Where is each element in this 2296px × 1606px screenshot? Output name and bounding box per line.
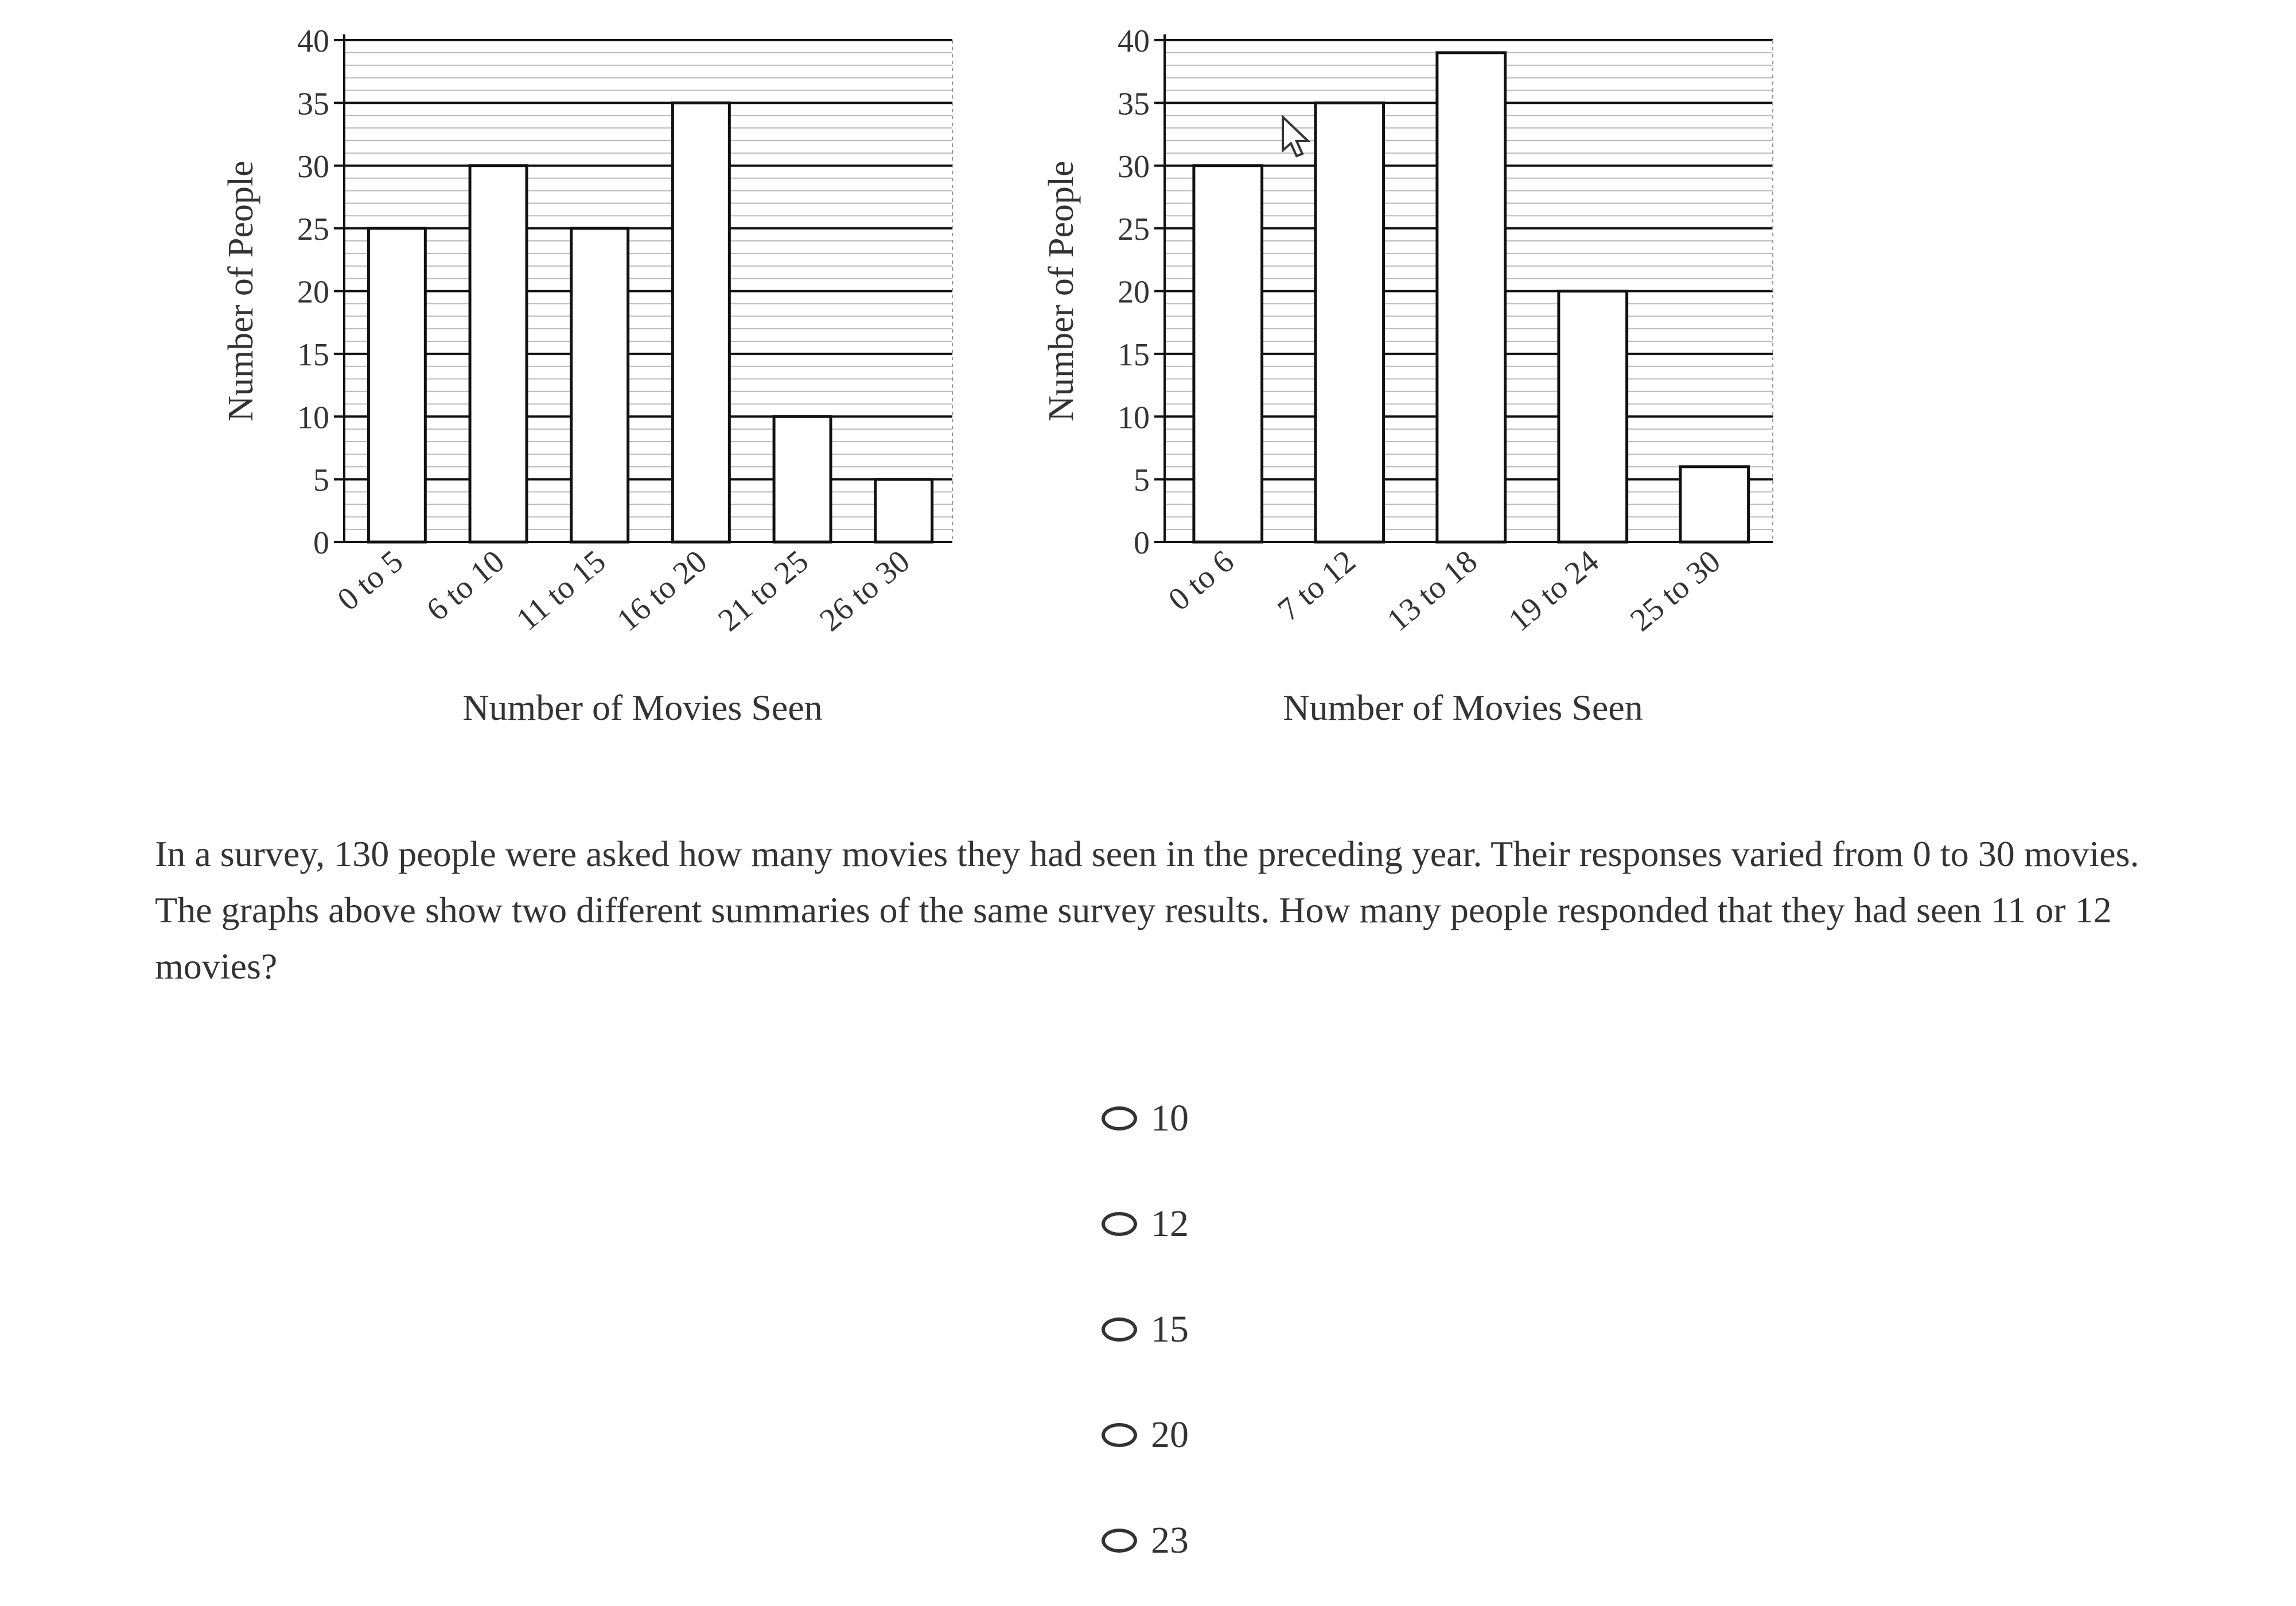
x-tick-label: 16 to 20 xyxy=(610,543,714,638)
radio-icon[interactable] xyxy=(1102,1423,1137,1447)
bar-16-to-20 xyxy=(672,103,729,542)
bar-6-to-10 xyxy=(470,166,527,542)
y-tick-label: 5 xyxy=(313,462,329,498)
x-tick-label: 0 to 5 xyxy=(330,543,410,618)
bar-0-to-6 xyxy=(1194,166,1262,542)
bar-0-to-5 xyxy=(368,228,425,542)
y-tick-label: 15 xyxy=(1118,337,1150,373)
x-tick-label: 6 to 10 xyxy=(419,543,511,628)
y-tick-label: 25 xyxy=(1118,212,1150,248)
x-tick-label: 19 to 24 xyxy=(1502,543,1606,638)
x-tick-label: 25 to 30 xyxy=(1624,543,1727,638)
answer-options xyxy=(1102,1078,1189,1606)
chart-left xyxy=(207,0,975,769)
x-axis-title: Number of Movies Seen xyxy=(1283,687,1643,728)
x-axis-title: Number of Movies Seen xyxy=(462,687,823,728)
option-label: 15 xyxy=(1151,1308,1189,1350)
option-10[interactable] xyxy=(1102,1078,1189,1159)
radio-icon[interactable] xyxy=(1102,1212,1137,1236)
x-tick-label: 13 to 18 xyxy=(1380,543,1484,638)
bar-7-to-12 xyxy=(1316,103,1384,542)
bar-19-to-24 xyxy=(1559,291,1627,543)
bar-26-to-30 xyxy=(875,480,932,542)
option-label: 23 xyxy=(1151,1519,1189,1561)
y-tick-label: 40 xyxy=(297,24,329,59)
x-tick-label: 0 to 6 xyxy=(1162,543,1241,618)
y-tick-label: 15 xyxy=(297,337,329,373)
radio-icon[interactable] xyxy=(1102,1529,1137,1553)
y-tick-label: 35 xyxy=(297,86,329,122)
option-label: 10 xyxy=(1151,1097,1189,1139)
y-tick-label: 5 xyxy=(1134,462,1150,498)
y-axis-title: Number of People xyxy=(221,161,260,422)
bar-11-to-15 xyxy=(571,228,628,542)
chart-right xyxy=(1027,0,1796,769)
x-tick-label: 26 to 30 xyxy=(813,543,917,638)
y-tick-label: 30 xyxy=(297,149,329,185)
y-tick-label: 0 xyxy=(1134,525,1150,561)
option-23[interactable] xyxy=(1102,1500,1189,1581)
x-tick-label: 7 to 12 xyxy=(1271,543,1363,628)
y-tick-label: 20 xyxy=(1118,274,1150,310)
y-tick-label: 10 xyxy=(1118,400,1150,436)
option-12[interactable] xyxy=(1102,1184,1189,1264)
y-tick-label: 20 xyxy=(297,274,329,310)
bar-13-to-18 xyxy=(1437,53,1505,542)
x-tick-label: 21 to 25 xyxy=(711,543,815,638)
y-tick-label: 25 xyxy=(297,212,329,248)
question-text: In a survey, 130 people were asked how many movies they had seen in the preceding year. Their responses varied from 0 to 30 movies. The graphs above show two different summaries of the same survey results. How many people responded that they had seen 11 or 12 movies? xyxy=(155,833,2139,987)
x-tick-label: 11 to 15 xyxy=(509,543,613,638)
option-label: 12 xyxy=(1151,1203,1189,1245)
y-tick-label: 40 xyxy=(1118,24,1150,59)
y-tick-label: 10 xyxy=(297,400,329,436)
mouse-cursor-icon xyxy=(1281,115,1315,161)
y-tick-label: 35 xyxy=(1118,86,1150,122)
y-tick-label: 30 xyxy=(1118,149,1150,185)
radio-icon[interactable] xyxy=(1102,1317,1137,1342)
radio-icon[interactable] xyxy=(1102,1106,1137,1131)
y-axis-title: Number of People xyxy=(1042,161,1081,422)
bar-25-to-30 xyxy=(1680,467,1749,542)
option-label: 20 xyxy=(1151,1414,1189,1456)
option-20[interactable] xyxy=(1102,1395,1189,1475)
option-15[interactable] xyxy=(1102,1289,1189,1370)
charts-area xyxy=(0,0,2296,769)
bar-21-to-25 xyxy=(774,416,831,542)
y-tick-label: 0 xyxy=(313,525,329,561)
